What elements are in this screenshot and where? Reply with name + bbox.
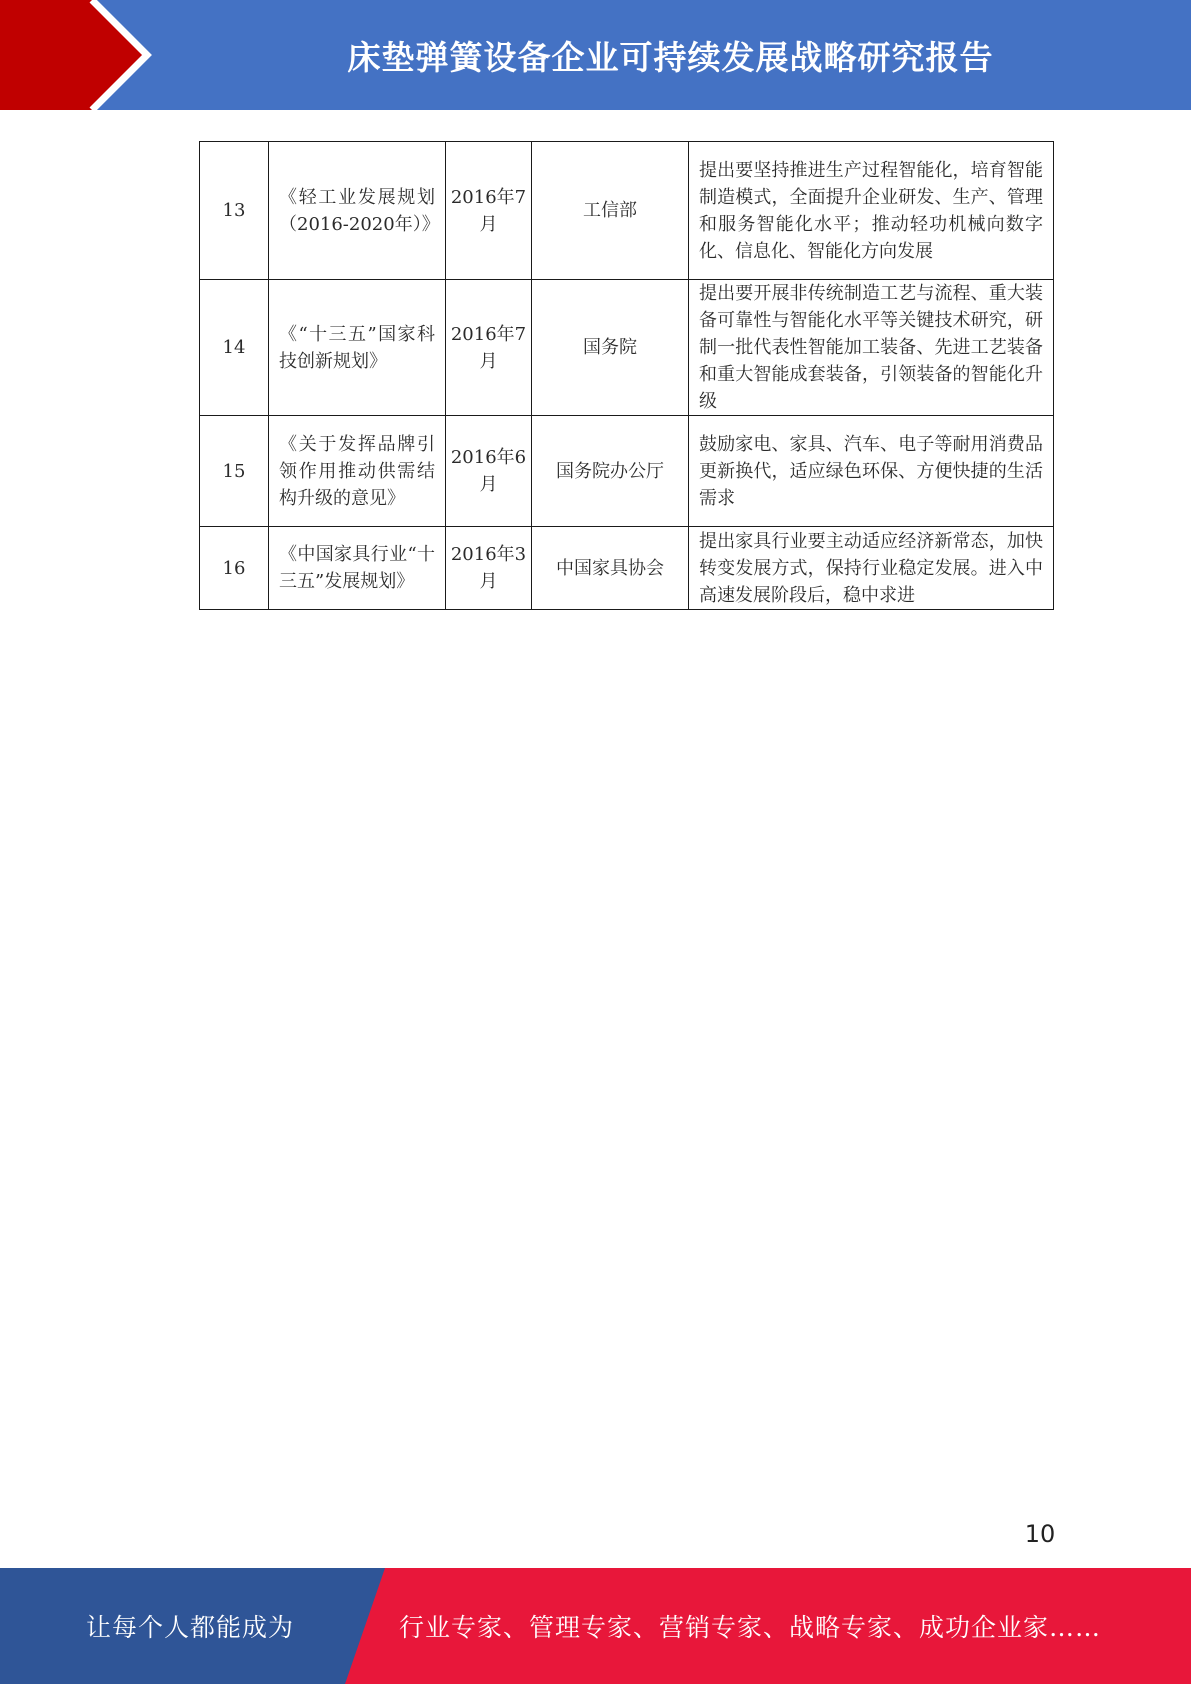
- policy-name: 《关于发挥品牌引领作用推动供需结构升级的意见》: [269, 416, 446, 527]
- table-row: [200, 142, 1054, 280]
- issuing-body: 国务院: [532, 280, 689, 416]
- policy-content: 提出家具行业要主动适应经济新常态，加快转变发展方式，保持行业稳定发展。进入中高速发展阶段后，稳中求进: [689, 527, 1054, 610]
- table-row: [200, 527, 1054, 610]
- policy-date: 2016年3月: [446, 527, 532, 610]
- policy-date: 2016年6月: [446, 416, 532, 527]
- row-number: 16: [200, 527, 269, 610]
- page-number: 10: [1024, 1520, 1056, 1548]
- issuing-body: 工信部: [532, 142, 689, 280]
- row-number: 13: [200, 142, 269, 280]
- policy-date: 2016年7月: [446, 280, 532, 416]
- row-number: 14: [200, 280, 269, 416]
- policy-content: 鼓励家电、家具、汽车、电子等耐用消费品更新换代，适应绿色环保、方便快捷的生活需求: [689, 416, 1054, 527]
- table-row: [200, 416, 1054, 527]
- row-number: 15: [200, 416, 269, 527]
- footer-slogan-right: 行业专家、管理专家、营销专家、战略专家、成功企业家……: [398, 1613, 1101, 1642]
- policy-name: 《中国家具行业“十三五”发展规划》: [269, 527, 446, 610]
- policy-name: 《轻工业发展规划（2016-2020年）》: [269, 142, 446, 280]
- policy-date: 2016年7月: [446, 142, 532, 280]
- report-title: 床垫弹簧设备企业可持续发展战略研究报告: [347, 37, 994, 77]
- footer-slogan-left: 让每个人都能成为: [85, 1613, 294, 1642]
- policy-name: 《“十三五”国家科技创新规划》: [269, 280, 446, 416]
- policy-content: 提出要坚持推进生产过程智能化，培育智能制造模式，全面提升企业研发、生产、管理和服务智能化水平；推动轻功机械向数字化、信息化、智能化方向发展: [689, 142, 1054, 280]
- issuing-body: 中国家具协会: [532, 527, 689, 610]
- footer-banner: [0, 1568, 1191, 1684]
- policy-content: 提出要开展非传统制造工艺与流程、重大装备可靠性与智能化水平等关键技术研究，研制一批代表性智能加工装备、先进工艺装备和重大智能成套装备，引领装备的智能化升级: [689, 280, 1054, 416]
- table-row: [200, 280, 1054, 416]
- header-chevron-icon: [0, 0, 160, 110]
- report-header: [0, 0, 1191, 110]
- issuing-body: 国务院办公厅: [532, 416, 689, 527]
- policy-table: [199, 141, 1054, 610]
